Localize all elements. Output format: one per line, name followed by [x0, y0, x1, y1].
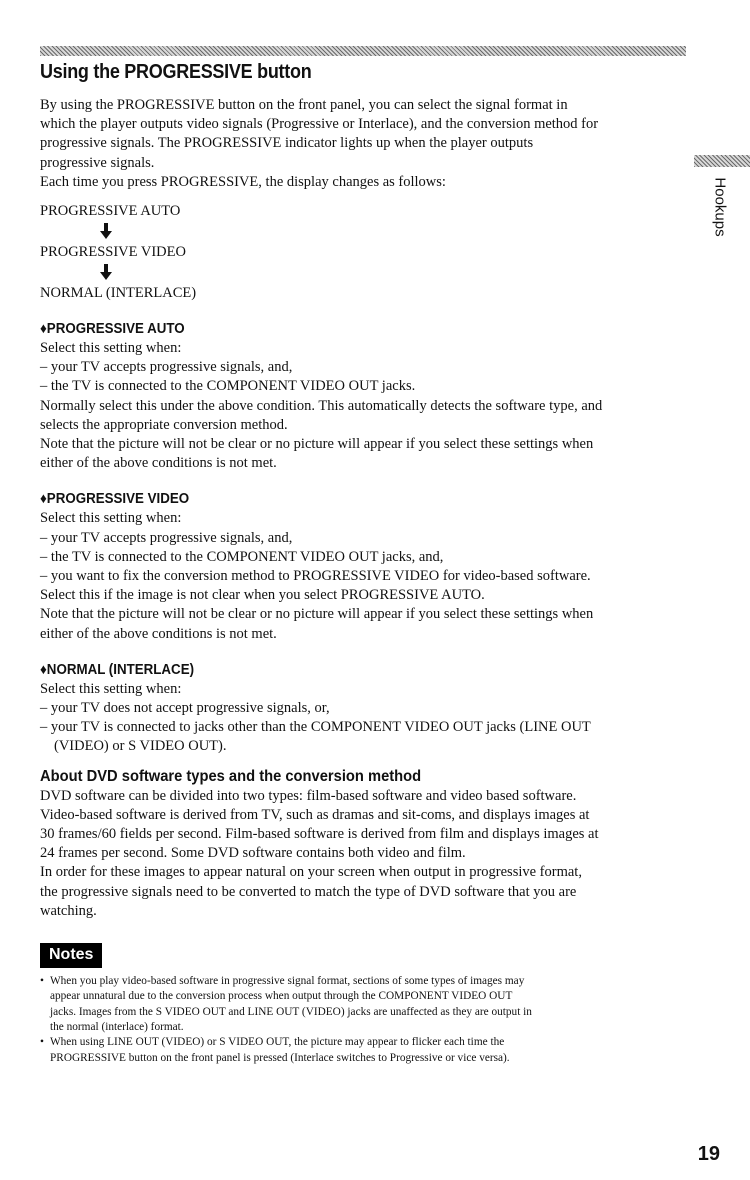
body-line: Note that the picture will not be clear or no picture will appear if you select these settings when	[40, 606, 594, 623]
page-title: Using the PROGRESSIVE button	[40, 61, 312, 83]
body-line: – you want to fix the conversion method to PROGRESSIVE VIDEO for video-based software.	[40, 568, 591, 585]
body-line: 24 frames per second. Some DVD software contains both video and film.	[40, 845, 466, 862]
body-line: – your TV is connected to jacks other than the COMPONENT VIDEO OUT jacks (LINE OUT	[40, 719, 591, 736]
section-tab-label: Hookups	[711, 177, 729, 237]
body-line: Note that the picture will not be clear or no picture will appear if you select these settings when	[40, 436, 594, 453]
body-line: 30 frames/60 fields per second. Film-based software is derived from film and displays images at	[40, 826, 599, 843]
note-item	[40, 974, 690, 1035]
page-number: 19	[697, 1143, 720, 1165]
section-body-progressive-auto	[40, 339, 690, 473]
body-line: – your TV accepts progressive signals, and,	[40, 359, 293, 376]
section-body-progressive-video	[40, 509, 690, 643]
header-rule	[40, 46, 686, 56]
body-line: watching.	[40, 902, 97, 919]
body-line: either of the above conditions is not met.	[40, 455, 277, 472]
note-line: appear unnatural due to the conversion process when output through the COMPONENT VIDEO OUT	[50, 990, 513, 1003]
body-line: – your TV does not accept progressive signals, or,	[40, 700, 330, 717]
body-line: Select this setting when:	[40, 680, 182, 697]
body-line: – your TV accepts progressive signals, and,	[40, 529, 293, 546]
body-line: Select this if the image is not clear when you select PROGRESSIVE AUTO.	[40, 587, 485, 604]
section-heading-normal-interlace: ♦NORMAL (INTERLACE)	[40, 661, 195, 678]
body-line: In order for these images to appear natural on your screen when output in progressive format,	[40, 864, 582, 881]
body-line: Select this setting when:	[40, 340, 182, 357]
intro-line: which the player outputs video signals (Progressive or Interlace), and the conversion method for	[40, 116, 599, 133]
note-line: the normal (interlace) format.	[50, 1020, 184, 1033]
body-line: – the TV is connected to the COMPONENT VIDEO OUT jacks, and,	[40, 548, 444, 565]
body-line: selects the appropriate conversion method.	[40, 416, 288, 433]
intro-line: Each time you press PROGRESSIVE, the display changes as follows:	[40, 173, 446, 190]
body-line: Normally select this under the above condition. This automatically detects the software type, and	[40, 397, 603, 414]
mode-step: NORMAL (INTERLACE)	[40, 285, 197, 302]
about-body	[40, 787, 690, 921]
note-line: • When using LINE OUT (VIDEO) or S VIDEO OUT, the picture may appear to flicker each time the	[50, 1036, 505, 1049]
section-tab-bar	[694, 155, 750, 167]
intro-paragraph	[40, 96, 690, 192]
note-item	[40, 1035, 690, 1066]
section-heading-progressive-auto: ♦PROGRESSIVE AUTO	[40, 321, 185, 338]
body-line: (VIDEO) or S VIDEO OUT).	[54, 738, 227, 755]
about-heading: About DVD software types and the conversion method	[40, 767, 422, 785]
section-tab	[700, 172, 740, 242]
mode-step: PROGRESSIVE VIDEO	[40, 244, 186, 261]
note-line: jacks. Images from the S VIDEO OUT and LINE OUT (VIDEO) jacks are unaffected as they are output in	[50, 1005, 532, 1018]
section-heading-progressive-video: ♦PROGRESSIVE VIDEO	[40, 491, 190, 508]
body-line: – the TV is connected to the COMPONENT VIDEO OUT jacks.	[40, 378, 416, 395]
body-line: either of the above conditions is not met.	[40, 625, 277, 642]
notes-list	[40, 974, 690, 1066]
mode-step: PROGRESSIVE AUTO	[40, 203, 181, 220]
body-line: Select this setting when:	[40, 510, 182, 527]
down-arrow-icon	[98, 262, 116, 284]
body-line: DVD software can be divided into two types: film-based software and video based software.	[40, 787, 577, 804]
down-arrow-icon	[98, 221, 116, 243]
body-line: the progressive signals need to be converted to match the type of DVD software that you are	[40, 883, 577, 900]
notes-badge: Notes	[40, 943, 102, 968]
mode-sequence	[40, 202, 690, 303]
note-line: • When you play video-based software in progressive signal format, sections of some types of images may	[50, 975, 525, 988]
note-line: PROGRESSIVE button on the front panel is pressed (Interlace switches to Progressive or vice versa).	[50, 1051, 510, 1064]
intro-line: progressive signals. The PROGRESSIVE indicator lights up when the player outputs	[40, 135, 534, 152]
intro-line: progressive signals.	[40, 154, 155, 171]
section-body-normal-interlace	[40, 680, 690, 757]
intro-line: By using the PROGRESSIVE button on the front panel, you can select the signal format in	[40, 97, 568, 113]
page-content	[40, 58, 690, 1066]
body-line: Video-based software is derived from TV, such as dramas and sit-coms, and displays images at	[40, 806, 590, 823]
